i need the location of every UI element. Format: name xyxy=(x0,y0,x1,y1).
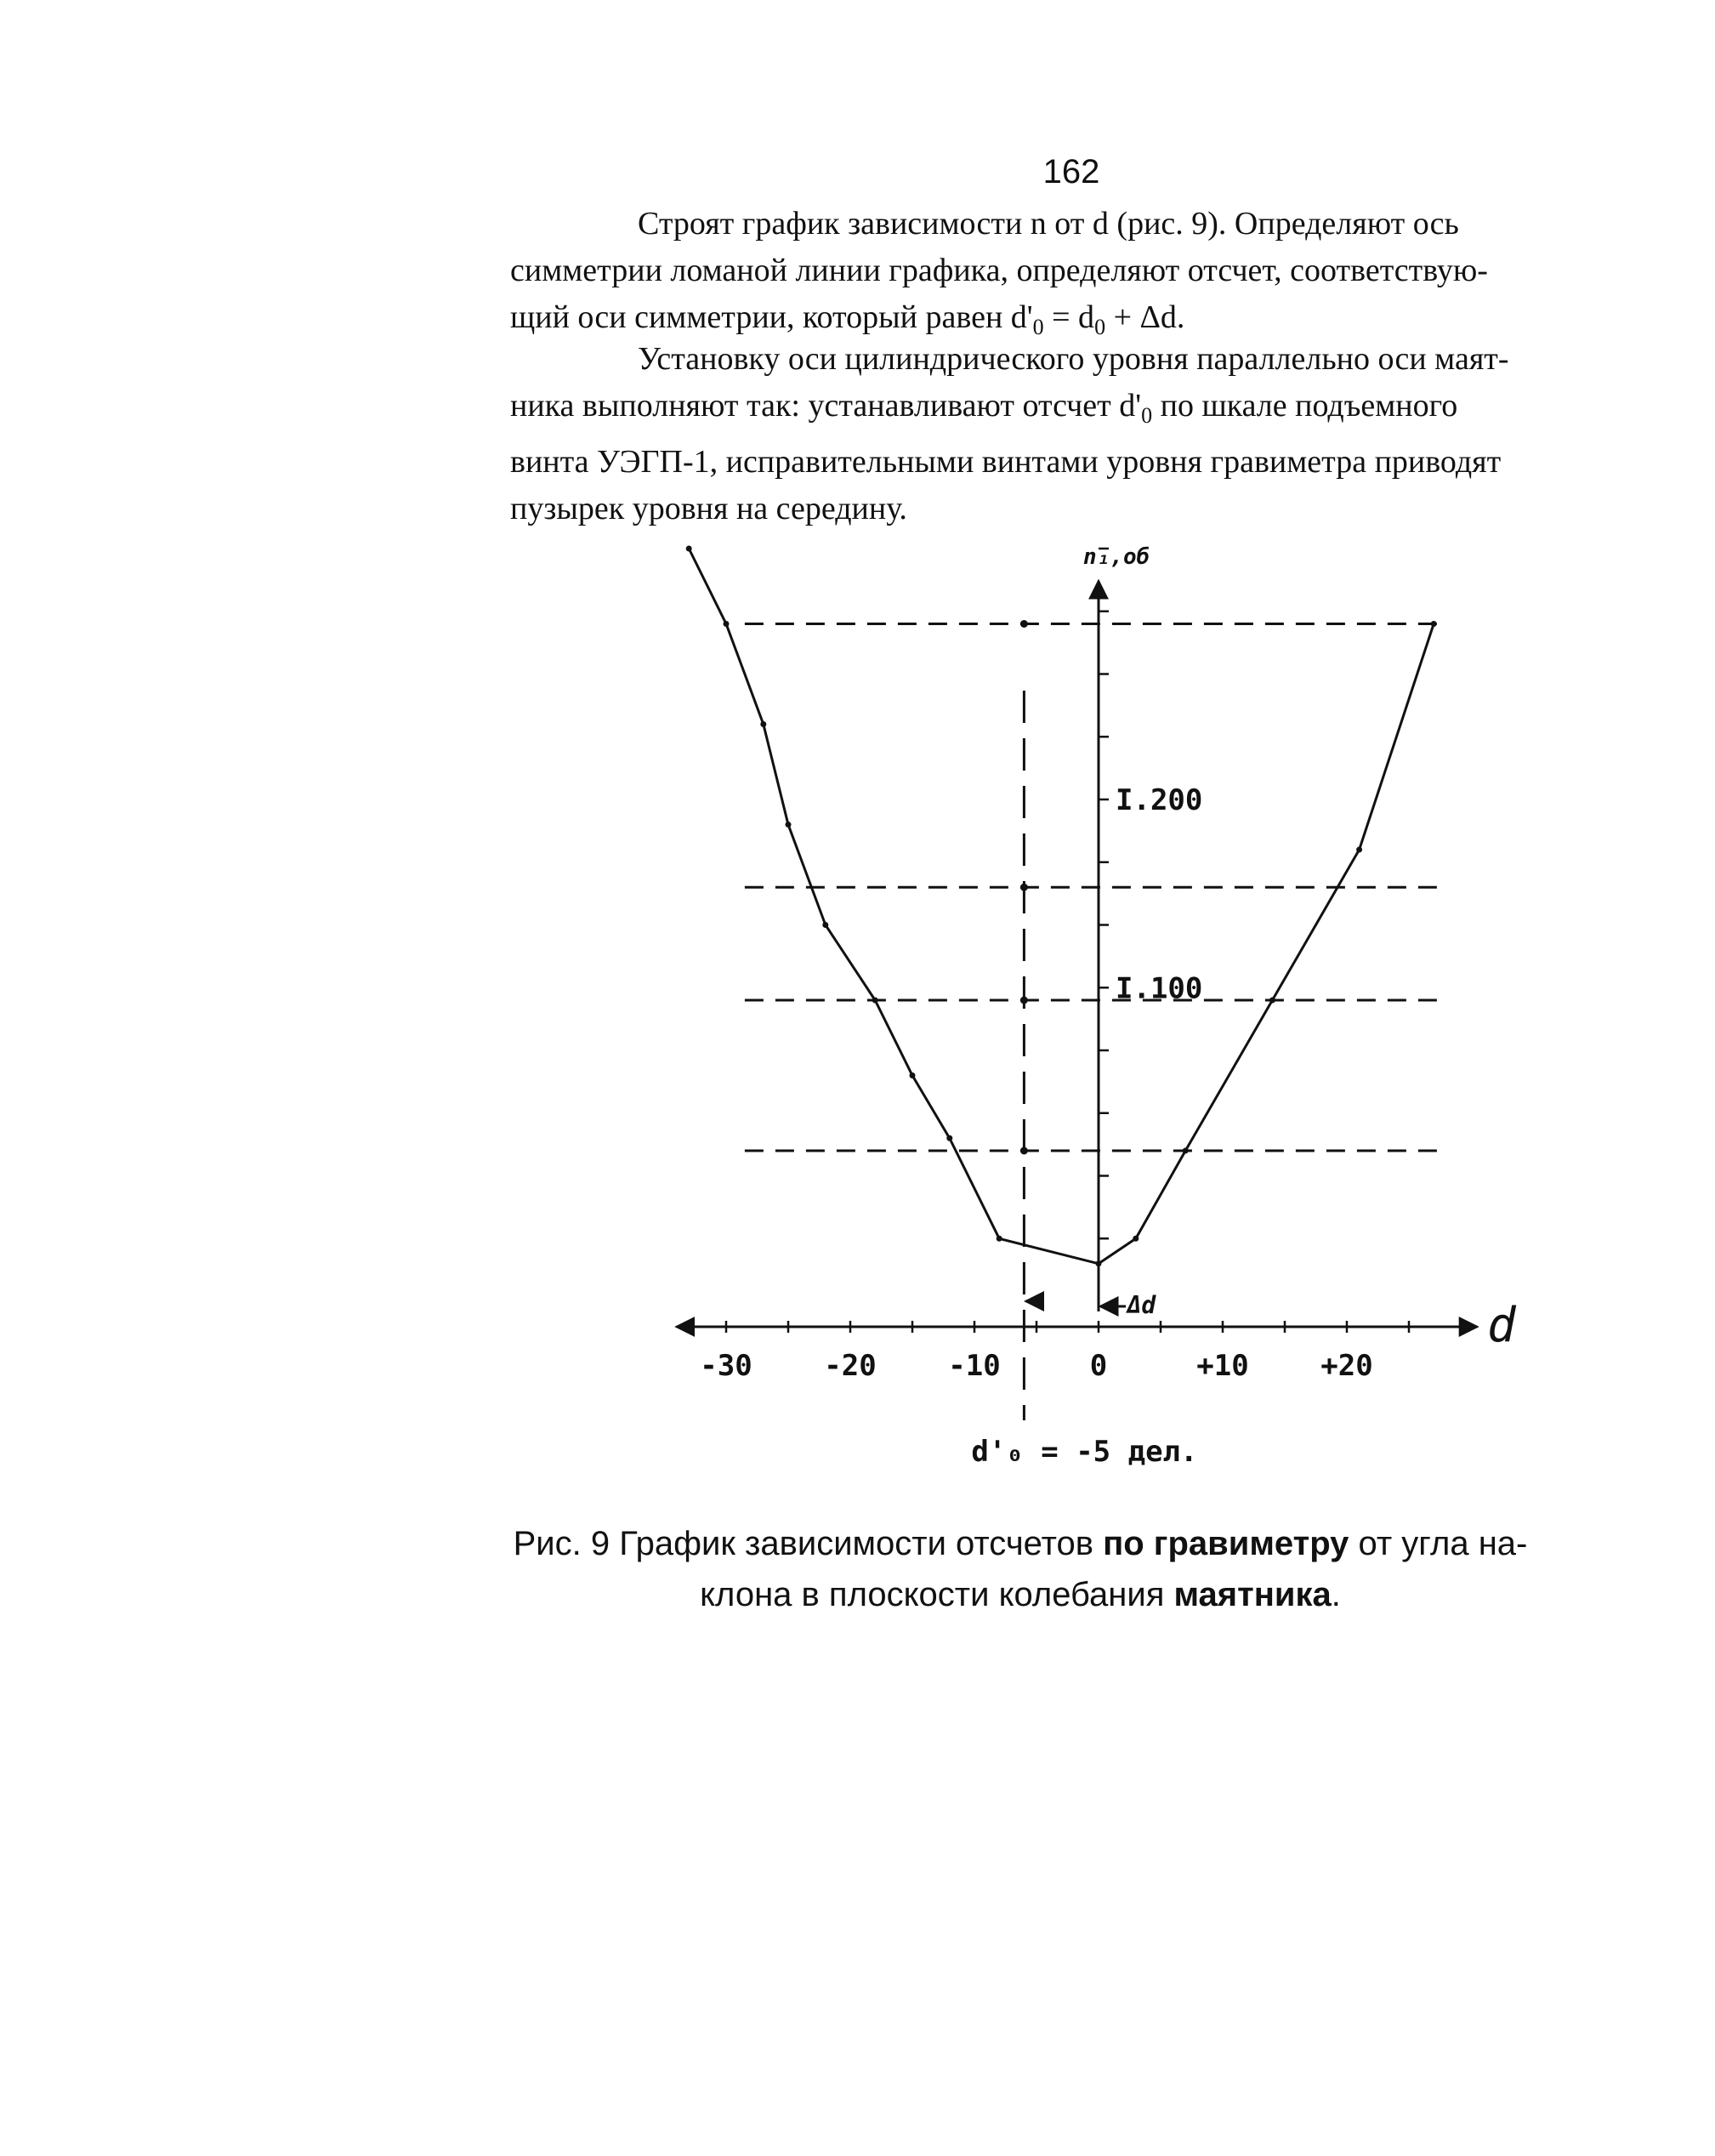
caption-line-1: Рис. 9 График зависимости отсчетов по гравиметру от угла на- xyxy=(513,1525,1528,1562)
symmetry-axis-marker xyxy=(1020,1147,1028,1155)
paragraph-2-line-4: пузырек уровня на середину. xyxy=(510,491,907,526)
paragraph-1-line-2: симметрии ломаной линии графика, определяют отсчет, соответствую- xyxy=(510,253,1488,288)
delta-label: Δd xyxy=(1127,1291,1156,1319)
paragraph-1-line-3: щий оси симметрии, который равен $d'_0 = d_0 + \Delta d$. xyxy=(510,299,1185,339)
data-point xyxy=(760,721,766,727)
data-point xyxy=(686,546,692,552)
page-number: 162 xyxy=(1042,153,1100,191)
y-tick-label: I.100 xyxy=(1116,971,1203,1006)
symmetry-axis-marker xyxy=(1020,620,1028,628)
x-tick-label: +20 xyxy=(1320,1349,1373,1383)
x-tick-label: +10 xyxy=(1196,1349,1249,1383)
y-tick-label: I.200 xyxy=(1116,783,1203,817)
data-point xyxy=(872,998,878,1004)
x-tick-label: -20 xyxy=(824,1349,877,1383)
paragraph-2-line-1: Установку оси цилиндрического уровня параллельно оси маят- xyxy=(638,341,1509,377)
paragraph-1-line-1: Строят график зависимости n от d (рис. 9). Определяют ось xyxy=(638,206,1459,242)
figure-caption xyxy=(476,1518,1565,1620)
data-point xyxy=(724,621,730,627)
data-series-line xyxy=(689,549,1434,1264)
y-axis-label: n₁,об xyxy=(1083,544,1150,570)
symmetry-axis-marker xyxy=(1020,884,1028,891)
symmetry-axis-marker xyxy=(1020,997,1028,1004)
x-tick-label: -30 xyxy=(700,1349,752,1383)
data-point xyxy=(822,922,828,928)
data-point xyxy=(1133,1236,1139,1242)
d0-annotation: d'₀ = -5 дел. xyxy=(971,1435,1198,1469)
data-point xyxy=(786,822,792,828)
data-point xyxy=(946,1135,952,1141)
data-point xyxy=(1096,1260,1102,1266)
paragraph-2-line-3: винта УЭГП-1, исправительными винтами уровня гравиметра приводят xyxy=(510,444,1502,480)
caption-line-2: клона в плоскости колебания маятника. xyxy=(700,1576,1341,1613)
data-point xyxy=(1431,621,1437,627)
data-point xyxy=(1183,1148,1189,1154)
x-axis-label: d xyxy=(1486,1298,1516,1353)
data-point xyxy=(997,1236,1002,1242)
paragraph-2-line-2: ника выполняют так: устанавливают отсчет $d'_0$ по шкале подъемного xyxy=(510,388,1458,428)
x-tick-label: 0 xyxy=(1089,1349,1108,1383)
data-point xyxy=(1356,847,1362,853)
x-tick-label: -10 xyxy=(948,1349,1001,1383)
data-point xyxy=(1269,998,1275,1004)
data-point xyxy=(910,1072,916,1078)
